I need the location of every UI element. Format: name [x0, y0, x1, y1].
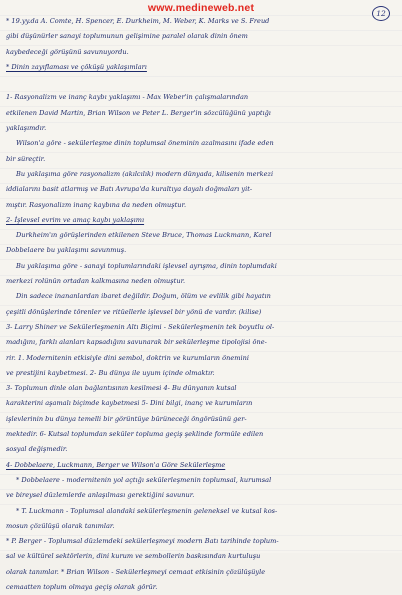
- note-line: [6, 396, 398, 411]
- note-line: [6, 335, 398, 350]
- note-line: [6, 412, 398, 427]
- note-line: [6, 274, 398, 289]
- note-line-text: * Dobbelaere - modernitenin yol açtığı sekülerleşmenin toplumsal, kurumsal: [16, 475, 272, 484]
- note-line-text: mektedir. 6- Kutsal toplumdan seküler topluma geçiş şeklinde formüle edilen: [6, 430, 264, 439]
- note-line-text: bir süreçtir.: [6, 154, 46, 163]
- note-line-text: Wilson'a göre - sekülerleşme dinin toplumsal öneminin azalmasını ifade eden: [16, 139, 274, 148]
- note-line: [6, 45, 398, 60]
- note-line: [6, 488, 398, 503]
- note-line: [6, 289, 398, 304]
- note-line: [6, 213, 398, 228]
- note-line: [6, 152, 398, 167]
- note-line: [6, 504, 398, 519]
- note-line: [6, 243, 398, 258]
- note-line: [6, 580, 398, 595]
- note-line-text: sosyal değişmedir.: [6, 445, 68, 454]
- handwritten-notes: [6, 14, 398, 595]
- note-line: [6, 381, 398, 396]
- note-line: [6, 90, 398, 105]
- note-line-text: iddialarını basit atlarmış ve Batı Avrupa'da kuraltıya dayalı doğmaları yit-: [6, 185, 253, 194]
- note-line: [6, 259, 398, 274]
- note-line-text: Dobbelaere bu yaklaşımı savunmuş.: [6, 246, 127, 255]
- watermark-url: www.medineweb.net: [147, 2, 255, 14]
- note-line-text: Bu yaklaşıma göre - sanayi toplumlarındaki işlevsel ayrışma, dinin toplumdaki: [16, 261, 277, 270]
- note-line: [6, 305, 398, 320]
- note-line: [6, 320, 398, 335]
- note-line: [6, 29, 398, 44]
- note-line-text: mıştır. Rasyonalizm inanç kaybına da neden olmuştur.: [6, 200, 187, 209]
- note-line: [6, 106, 398, 121]
- note-line: [6, 182, 398, 197]
- note-line-text: 2- İşlevsel evrim ve amaç kaybı yaklaşımı: [6, 215, 145, 224]
- note-line: [6, 198, 398, 213]
- note-line: [6, 136, 398, 151]
- note-line: [6, 14, 398, 29]
- note-line-text: karakterini aşamalı biçimde kaybetmesi 5- Dini bilgi, inanç ve kurumların: [6, 399, 253, 408]
- note-line: [6, 351, 398, 366]
- note-line: [6, 473, 398, 488]
- note-line-text: Bu yaklaşıma göre rasyonalizm (akılcılık) modern dünyada, kilisenin merkezi: [16, 169, 274, 178]
- note-line: [6, 60, 398, 75]
- note-line-text: 1- Rasyonalizm ve inanç kaybı yaklaşımı - Max Weber'in çalışmalarından: [6, 93, 249, 102]
- note-line: [6, 228, 398, 243]
- note-line: [6, 565, 398, 580]
- note-line-text: ve prestijini kaybetmesi. 2- Bu dünya ile uyum içinde olmaktır.: [6, 368, 215, 377]
- note-line: [6, 75, 398, 90]
- note-line-text: madığını, farklı alanları kapsadığını savunarak bir sekülerleşme tipolojisi öne-: [6, 338, 267, 347]
- note-line: [6, 121, 398, 136]
- note-line: [6, 458, 398, 473]
- note-line-text: gibi düşünürler sanayi toplumunun gelişimine paralel olarak dinin önem: [6, 32, 248, 41]
- note-line: [6, 167, 398, 182]
- note-line-text: * 19.yy.da A. Comte, H. Spencer, E. Durkheim, M. Weber, K. Marks ve S. Freud: [6, 17, 270, 25]
- note-line: [6, 366, 398, 381]
- note-line: [6, 549, 398, 564]
- note-line-text: cemaatten toplum olmaya geçiş olarak görür.: [6, 582, 158, 591]
- note-line-text: sal ve kültürel sektörlerin, dini kurum ve sembollerin baskısından kurtuluşu: [6, 552, 261, 561]
- note-line-text: olarak tanımlar. * Brian Wilson - Sekülerleşmeyi cemaat etkisinin çözülüşüyle: [6, 567, 266, 576]
- note-line: [6, 427, 398, 442]
- note-line: [6, 534, 398, 549]
- note-line-text: merkezi rolünün ortadan kalkmasına neden olmuştur.: [6, 277, 186, 286]
- note-line-text: ve bireysel düzlemlerde anlaşılması gerektiğini savunur.: [6, 491, 195, 500]
- note-line-text: * T. Luckmann - Toplumsal alandaki sekülerleşmenin geleneksel ve kutsal kos-: [16, 506, 278, 515]
- note-line-text: * Dinin zayıflaması ve çöküşü yaklaşımları: [6, 62, 147, 71]
- note-line-text: çeşitli dönüşlerinde törenler ve ritüellerle işlevsel bir yönü de vardır. (kilise): [6, 307, 262, 316]
- note-line-text: işlevlerinin bu dünya temelli bir görüntüye bürüneceği öngörüsünü ger-: [6, 414, 247, 423]
- note-line: [6, 519, 398, 534]
- note-line-text: 3- Toplumun dinle olan bağlantısının kesilmesi 4- Bu dünyanın kutsal: [6, 384, 237, 393]
- note-line-text: 3- Larry Shiner ve Sekülerleşmenin Altı Biçimi - Sekülerleşmenin tek boyutlu ol-: [6, 322, 275, 331]
- note-line-text: mosun çözülüşü olarak tanımlar.: [6, 521, 115, 530]
- note-line: [6, 442, 398, 457]
- page-number: 12: [372, 6, 390, 21]
- note-line-text: Din sadece inananlardan ibaret değildir. Doğum, ölüm ve evlilik gibi hayatın: [16, 292, 271, 301]
- note-line-text: Durkheim'ın görüşlerinden etkilenen Steve Bruce, Thomas Luckmann, Karel: [16, 231, 272, 240]
- note-line-text: etkilenen David Martin, Brian Wilson ve Peter L. Berger'in sözcülüğünü yaptığı: [6, 108, 271, 117]
- note-line-text: kaybedeceği görüşünü savunuyordu.: [6, 47, 129, 56]
- note-line-text: 4- Dobbelaere, Luckmann, Berger ve Wilson'a Göre Sekülerleşme: [6, 460, 226, 469]
- note-line-text: rir. 1. Modernitenin etkisiyle dini sembol, doktrin ve kurumların önemini: [6, 353, 249, 362]
- note-line-text: yaklaşımdır.: [6, 124, 47, 133]
- note-line-text: * P. Berger - Toplumsal düzlemdeki sekülerleşmeyi modern Batı tarihinde toplum-: [6, 537, 279, 546]
